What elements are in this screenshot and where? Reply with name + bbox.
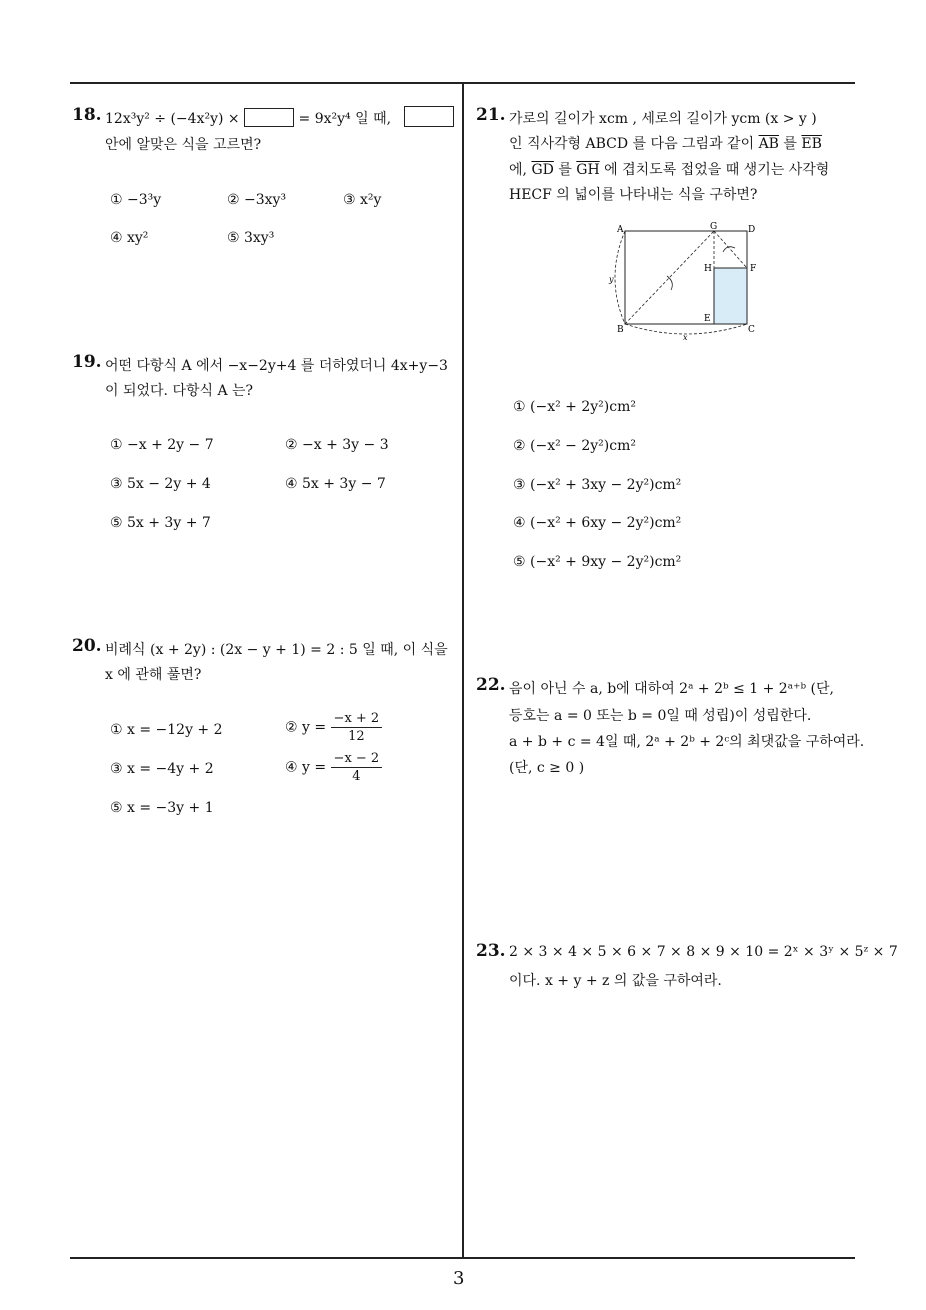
segment-ab: $\overline{AB}$ (758, 136, 779, 152)
label-d: D (748, 225, 756, 235)
label-x: x (683, 333, 688, 342)
question-number: 22. (476, 675, 506, 695)
fraction-numerator: −x + 2 (331, 710, 383, 728)
option-3[interactable]: ③ x²y (343, 192, 382, 208)
option-5[interactable]: ⑤ (−x² + 9xy − 2y²)cm² (513, 554, 682, 570)
option-2[interactable]: ② −3xy³ (227, 192, 287, 208)
question-text-line3 (509, 159, 829, 179)
question-text-line1: 비례식 (x + 2y) : (2x − y + 1) = 2 : 5 일 때, 이 식을 (105, 642, 448, 658)
option-3[interactable]: ③ (−x² + 3xy − 2y²)cm² (513, 477, 682, 493)
label-a: A (617, 225, 624, 235)
segment-gd: $\overline{GD}$ (531, 162, 554, 178)
option-4[interactable]: ④ 5x + 3y − 7 (285, 476, 386, 492)
arc-y (615, 231, 625, 324)
question-text-line1: 가로의 길이가 xcm , 세로의 길이가 ycm (x > y ) (509, 111, 817, 127)
option-1[interactable]: ① (−x² + 2y²)cm² (513, 399, 636, 415)
label-e: E (704, 314, 711, 324)
fraction (331, 750, 383, 785)
folding-diagram (605, 218, 765, 343)
option-4[interactable] (285, 750, 382, 785)
label-f: F (750, 264, 757, 274)
segment-gh: $\overline{GH}$ (576, 162, 600, 178)
option-4[interactable]: ④ (−x² + 6xy − 2y²)cm² (513, 515, 682, 531)
option-5[interactable]: ⑤ 5x + 3y + 7 (110, 515, 211, 531)
option-2[interactable]: ② (−x² − 2y²)cm² (513, 438, 636, 454)
option-2-lead: ② y = (285, 719, 327, 736)
shaded-rectangle-hecf (714, 268, 747, 324)
text-segment: 에 겹치도록 접었을 때 생기는 사각형 (604, 162, 830, 178)
answer-blank-box (404, 106, 454, 127)
page-number: 3 (453, 1268, 465, 1289)
question-number: 20. (72, 636, 102, 656)
option-1[interactable]: ① x = −12y + 2 (110, 722, 223, 738)
label-g: G (710, 222, 718, 232)
text-segment: 를 (558, 162, 572, 178)
option-4-lead: ④ y = (285, 759, 327, 776)
question-text-line2: x 에 관해 풀면? (105, 667, 202, 683)
question-number: 18. (72, 105, 102, 125)
fold-line-bg (625, 231, 714, 324)
fraction-denominator: 12 (348, 729, 365, 744)
question-number: 23. (476, 941, 506, 961)
text-segment: 에, (509, 162, 527, 178)
question-number: 21. (476, 105, 506, 125)
option-1[interactable]: ① −3³y (110, 192, 162, 208)
question-text-line1: 어떤 다항식 A 에서 −x−2y+4 를 더하였더니 4x+y−3 (105, 358, 448, 374)
angle-mark-b (667, 276, 672, 290)
label-c: C (748, 325, 755, 335)
fraction (331, 710, 383, 745)
option-3[interactable]: ③ x = −4y + 2 (110, 761, 214, 777)
label-y: y (609, 275, 614, 284)
option-3[interactable]: ③ 5x − 2y + 4 (110, 476, 211, 492)
fraction-numerator: −x − 2 (331, 750, 383, 768)
text-segment: 인 직사각형 ABCD 를 다음 그림과 같이 (509, 136, 755, 152)
question-text-line3: a + b + c = 4일 때, 2ᵃ + 2ᵇ + 2ᶜ의 최댓값을 구하여라. (509, 734, 865, 750)
question-text-mid: = 9x²y⁴ 일 때, (298, 111, 392, 127)
option-4[interactable]: ④ xy² (110, 230, 149, 246)
bottom-rule (70, 1257, 855, 1259)
question-text-line2 (509, 133, 822, 153)
question-text-line1: 2 × 3 × 4 × 5 × 6 × 7 × 8 × 9 × 10 = 2ˣ × 3ʸ × 5ᶻ × 7 (509, 944, 898, 960)
question-text-line2: 이 되었다. 다항식 A 는? (105, 383, 254, 399)
segment-eb: $\overline{EB}$ (801, 136, 822, 152)
answer-blank-box (244, 108, 294, 127)
label-b: B (617, 325, 624, 335)
label-h: H (704, 264, 712, 274)
question-number: 19. (72, 352, 102, 372)
option-5[interactable]: ⑤ 3xy³ (227, 230, 275, 246)
fold-line-gf (714, 231, 747, 268)
question-text-line2: 안에 알맞은 식을 고르면? (105, 137, 262, 153)
fraction-denominator: 4 (352, 769, 361, 784)
question-text-line4: HECF 의 넓이를 나타내는 식을 구하면? (509, 187, 758, 203)
option-2[interactable] (285, 710, 382, 745)
question-text-line2: 이다. x + y + z 의 값을 구하여라. (509, 973, 722, 989)
question-text-line4: (단, c ≥ 0 ) (509, 760, 585, 776)
question-text-line1: 음이 아닌 수 a, b에 대하여 2ᵃ + 2ᵇ ≤ 1 + 2ᵃ⁺ᵇ (단, (509, 681, 834, 697)
question-text (105, 108, 391, 128)
question-text-line2: 등호는 a = 0 또는 b = 0일 때 성립)이 성립한다. (509, 708, 812, 724)
column-divider (462, 82, 464, 1258)
text-segment: 를 (783, 136, 797, 152)
option-5[interactable]: ⑤ x = −3y + 1 (110, 800, 214, 816)
option-1[interactable]: ① −x + 2y − 7 (110, 437, 214, 453)
question-text-lead: 12x³y² ÷ (−4x²y) × (105, 111, 240, 127)
option-2[interactable]: ② −x + 3y − 3 (285, 437, 389, 453)
